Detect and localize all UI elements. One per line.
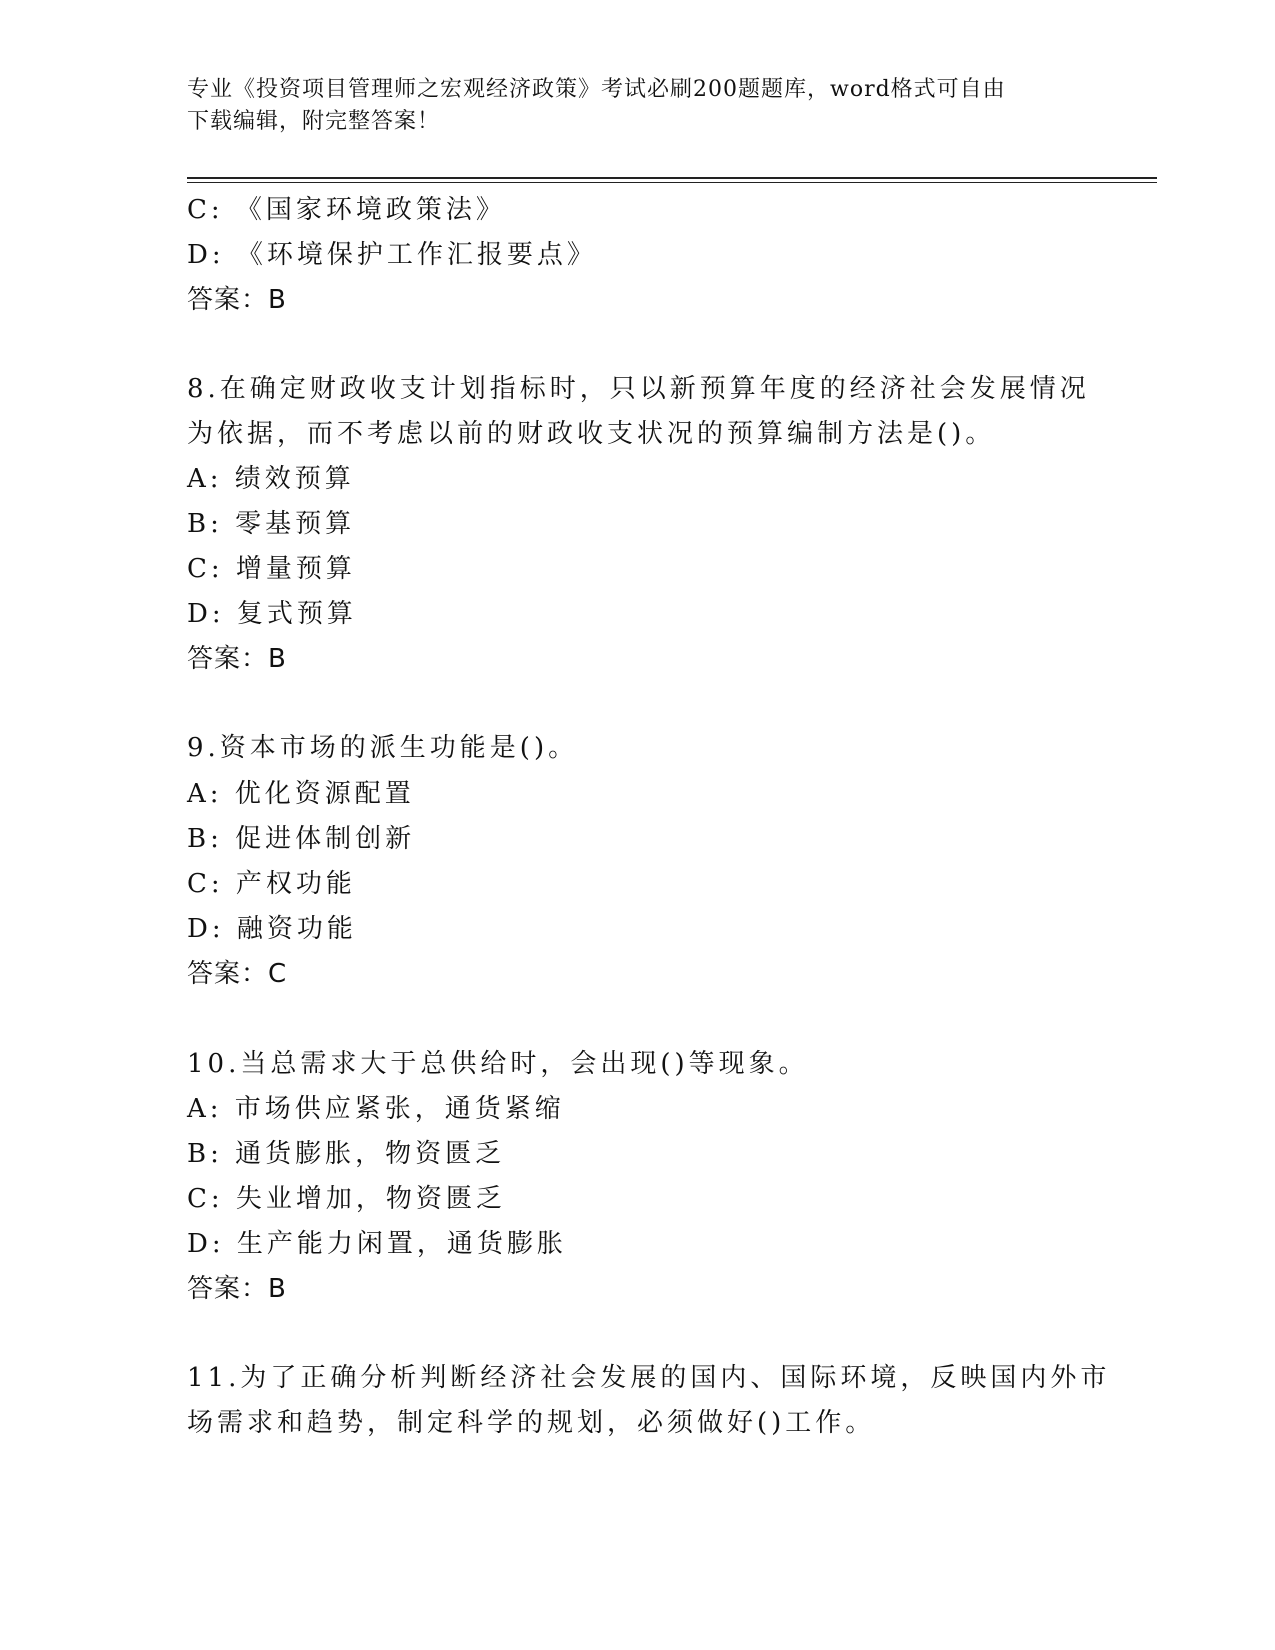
q8-stem-line-1: 8.在确定财政收支计划指标时，只以新预算年度的经济社会发展情况 (187, 374, 1090, 404)
q8-option-b: B: 零基预算 (187, 509, 356, 539)
header-line-2: 下载编辑，附完整答案！ (187, 109, 441, 134)
q11-stem-line-2: 场需求和趋势，制定科学的规划，必须做好()工作。 (187, 1408, 876, 1438)
q8-option-d: D: 复式预算 (187, 599, 357, 629)
q10-answer: 答案：B (187, 1274, 287, 1304)
q7-option-c: C: 《国家环境政策法》 (187, 195, 506, 225)
q10-option-d: D: 生产能力闲置，通货膨胀 (187, 1229, 567, 1259)
q10-option-c: C: 失业增加，物资匮乏 (187, 1184, 506, 1214)
header-line-1: 专业《投资项目管理师之宏观经济政策》考试必刷200题题库，word格式可自由 (187, 77, 1006, 102)
q10-option-b: B: 通货膨胀，物资匮乏 (187, 1139, 506, 1169)
q9-option-c: C: 产权功能 (187, 869, 356, 899)
q8-stem-line-2: 为依据，而不考虑以前的财政收支状况的预算编制方法是()。 (187, 419, 996, 449)
document-header (187, 74, 1067, 138)
q9-answer: 答案：C (187, 959, 288, 989)
q10-option-a: A: 市场供应紧张，通货紧缩 (187, 1094, 565, 1124)
q10-stem-line-1: 10.当总需求大于总供给时，会出现()等现象。 (187, 1049, 809, 1079)
q9-option-b: B: 促进体制创新 (187, 824, 416, 854)
q8-option-c: C: 增量预算 (187, 554, 356, 584)
q7-option-d: D: 《环境保护工作汇报要点》 (187, 240, 597, 270)
q8-option-a: A: 绩效预算 (187, 464, 355, 494)
q11-stem-line-1: 11.为了正确分析判断经济社会发展的国内、国际环境，反映国内外市 (187, 1363, 1111, 1393)
q8-answer: 答案：B (187, 644, 287, 674)
header-divider-thick (187, 177, 1157, 179)
q7-answer: 答案：B (187, 285, 287, 315)
q9-stem-line-1: 9.资本市场的派生功能是()。 (187, 733, 579, 763)
header-divider-thin (187, 182, 1157, 183)
q9-option-d: D: 融资功能 (187, 914, 357, 944)
q9-option-a: A: 优化资源配置 (187, 779, 415, 809)
